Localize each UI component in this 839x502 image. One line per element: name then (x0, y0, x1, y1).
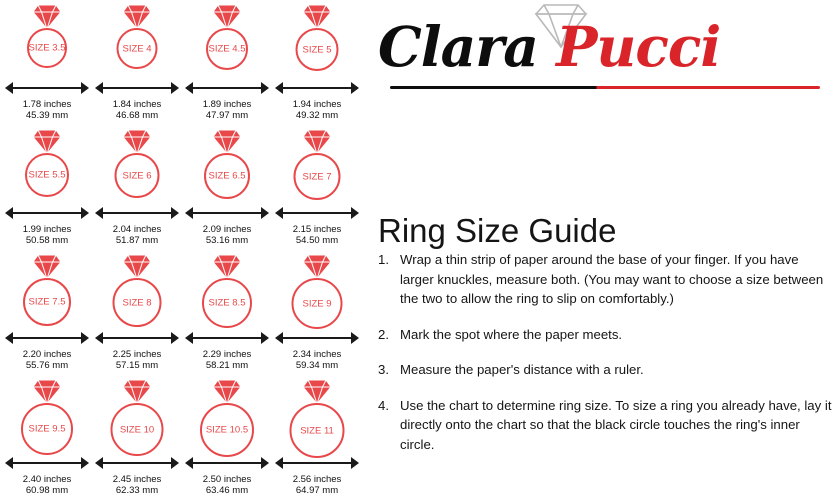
ring-band (21, 403, 73, 455)
measurement-arrow-icon (5, 82, 89, 94)
ring-band (115, 153, 160, 198)
ring-size-cell (2, 252, 92, 377)
measurement-mm: 49.32 mm (295, 110, 339, 121)
guide-step (378, 325, 833, 345)
ring-size-cell (182, 127, 272, 252)
guide-step-text: Measure the paper's distance with a ruler. (400, 362, 644, 377)
measurement-mm: 62.33 mm (115, 485, 159, 496)
ring-band (290, 403, 345, 458)
ring-band (117, 28, 158, 69)
measurement-mm: 47.97 mm (205, 110, 249, 121)
measurement-mm: 58.21 mm (205, 360, 249, 371)
ring-size-label: SIZE 5 (302, 44, 332, 55)
ring-size-cell (92, 377, 182, 502)
guide-step-number: 1. (378, 252, 389, 267)
ring-size-label: SIZE 10 (119, 424, 155, 435)
ring-size-label: SIZE 10.5 (205, 424, 249, 436)
measurement-inches: 1.94 inches (292, 99, 342, 110)
measurement-arrow-icon (5, 332, 89, 344)
ring-size-label: SIZE 4 (122, 43, 152, 54)
measurement-mm: 45.39 mm (25, 110, 69, 121)
measurement-inches: 2.56 inches (292, 474, 342, 485)
measurement-arrow-icon (5, 457, 89, 469)
brand-logo (368, 0, 839, 110)
measurement-mm: 57.15 mm (115, 360, 159, 371)
measurement-mm: 51.87 mm (115, 235, 159, 246)
measurement-inches: 1.89 inches (202, 99, 252, 110)
guide-step (378, 396, 833, 455)
measurement-mm: 54.50 mm (295, 235, 339, 246)
guide-step-text: Wrap a thin strip of paper around the base of your finger. If you have larger knuckles, measure both. (You may want to choose a size between the two to allow the ring to slip on comfortably.) (400, 252, 824, 306)
ring-size-cell (2, 127, 92, 252)
measurement-arrow-icon (275, 82, 359, 94)
ring-illustration (92, 377, 182, 453)
measurement-arrow-icon (95, 457, 179, 469)
ring-illustration (182, 127, 272, 203)
ring-size-cell (182, 252, 272, 377)
brand-name-second: Pucci (556, 14, 721, 79)
ring-size-cell (2, 2, 92, 127)
measurement-mm: 50.58 mm (25, 235, 69, 246)
ring-size-label: SIZE 4.5 (208, 43, 246, 55)
measurement-mm: 59.34 mm (295, 360, 339, 371)
ring-band (113, 278, 162, 327)
measurement-mm: 55.76 mm (25, 360, 69, 371)
measurement-mm: 64.97 mm (295, 485, 339, 496)
guide-steps (378, 250, 833, 470)
ring-size-cell (92, 2, 182, 127)
ring-illustration (272, 377, 362, 453)
measurement-inches: 2.04 inches (112, 224, 162, 235)
ring-band (111, 403, 164, 456)
measurement-inches: 2.50 inches (202, 474, 252, 485)
measurement-inches: 2.25 inches (112, 349, 162, 360)
ring-illustration (272, 127, 362, 203)
ring-size-label: SIZE 9.5 (28, 423, 66, 435)
measurement-inches: 2.20 inches (22, 349, 72, 360)
guide-step-number: 3. (378, 362, 389, 377)
ring-size-cell (2, 377, 92, 502)
ring-band (296, 28, 339, 71)
measurement-arrow-icon (95, 207, 179, 219)
measurement-arrow-icon (185, 457, 269, 469)
measurement-mm: 60.98 mm (25, 485, 69, 496)
ring-size-cell (272, 252, 362, 377)
ring-band (25, 153, 69, 197)
ring-band (204, 153, 250, 199)
ring-size-label: SIZE 3.5 (28, 42, 66, 54)
ring-size-cell (272, 127, 362, 252)
ring-illustration (272, 252, 362, 328)
ring-illustration (92, 127, 182, 203)
guide-step-number: 4. (378, 397, 389, 413)
measurement-inches: 1.78 inches (22, 99, 72, 110)
ring-size-label: SIZE 9 (302, 298, 332, 309)
ring-size-label: SIZE 11 (300, 425, 334, 436)
ring-illustration (2, 252, 92, 328)
ring-illustration (182, 2, 272, 78)
ring-size-label: SIZE 6.5 (208, 170, 246, 182)
ring-size-cell (272, 377, 362, 502)
ring-band (206, 28, 248, 70)
ring-band (292, 278, 343, 329)
measurement-mm: 53.16 mm (205, 235, 249, 246)
ring-size-label: SIZE 5.5 (28, 169, 66, 181)
measurement-mm: 46.68 mm (115, 110, 159, 121)
ring-size-cell (92, 252, 182, 377)
brand-wordmark (378, 14, 838, 79)
ring-size-grid (0, 0, 362, 502)
ring-band (294, 153, 341, 200)
measurement-inches: 2.15 inches (292, 224, 342, 235)
ring-band (23, 278, 71, 326)
measurement-mm: 63.46 mm (205, 485, 249, 496)
measurement-inches: 2.34 inches (292, 349, 342, 360)
measurement-arrow-icon (95, 82, 179, 94)
ring-illustration (92, 252, 182, 328)
ring-illustration (92, 2, 182, 78)
ring-size-cell (182, 2, 272, 127)
measurement-arrow-icon (275, 332, 359, 344)
measurement-inches: 2.45 inches (112, 474, 162, 485)
ring-size-chart (0, 0, 362, 501)
right-panel (368, 0, 839, 501)
measurement-arrow-icon (95, 332, 179, 344)
measurement-arrow-icon (275, 457, 359, 469)
ring-size-label: SIZE 8.5 (208, 297, 246, 309)
measurement-inches: 2.40 inches (22, 474, 72, 485)
logo-underline (390, 86, 820, 89)
measurement-inches: 1.99 inches (22, 224, 72, 235)
ring-size-cell (182, 377, 272, 502)
measurement-inches: 2.29 inches (202, 349, 252, 360)
ring-illustration (272, 2, 362, 78)
guide-step-text: Mark the spot where the paper meets. (400, 326, 623, 342)
guide-step (378, 250, 833, 309)
ring-illustration (2, 127, 92, 203)
page-title: Ring Size Guide (378, 212, 617, 250)
ring-band (202, 278, 252, 328)
ring-illustration (182, 377, 272, 453)
ring-size-label: SIZE 8 (122, 297, 152, 308)
measurement-inches: 2.09 inches (202, 224, 252, 235)
ring-size-cell (272, 2, 362, 127)
measurement-arrow-icon (185, 207, 269, 219)
measurement-inches: 1.84 inches (112, 99, 162, 110)
ring-illustration (2, 2, 92, 78)
ring-illustration (182, 252, 272, 328)
guide-step (378, 360, 833, 380)
guide-step-text: Use the chart to determine ring size. To size a ring you already have, lay it directly onto the chart so that the black circle touches the ring's inner circle. (400, 397, 832, 452)
ring-band (27, 28, 67, 68)
ring-size-cell (92, 127, 182, 252)
measurement-arrow-icon (185, 332, 269, 344)
ring-size-label: SIZE 7.5 (28, 296, 66, 308)
guide-step-number: 2. (378, 326, 389, 342)
ring-illustration (2, 377, 92, 453)
ring-size-label: SIZE 7 (302, 171, 332, 182)
ring-size-label: SIZE 6 (122, 170, 152, 181)
measurement-arrow-icon (5, 207, 89, 219)
measurement-arrow-icon (185, 82, 269, 94)
brand-name-first: Clara (378, 14, 538, 79)
ring-band (200, 403, 254, 457)
measurement-arrow-icon (275, 207, 359, 219)
